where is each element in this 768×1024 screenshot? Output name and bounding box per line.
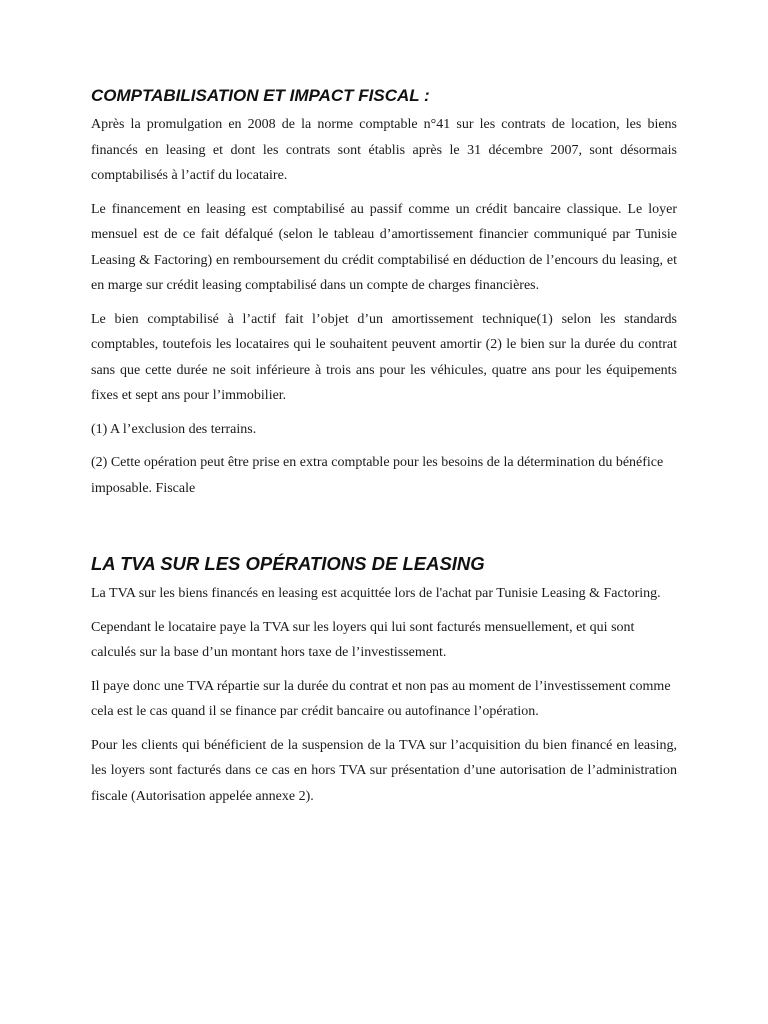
document-body [91, 84, 677, 817]
paragraph-tva-repartie: Il paye donc une TVA répartie sur la durée du contrat et non pas au moment de l’investissement comme cela est le cas quand il se finance par crédit bancaire ou autofinance l’opération. [91, 678, 671, 719]
section-title-comptabilisation: COMPTABILISATION ET IMPACT FISCAL : [91, 86, 430, 105]
paragraph-norme-comptable: Après la promulgation en 2008 de la norme comptable n°41 sur les contrats de location, les biens financés en leasing et dont les contrats sont établis après le 31 décembre 2007, sont désormais comptabilisés à l’actif du locataire. [91, 117, 677, 183]
footnote-1: (1) A l’exclusion des terrains. [91, 421, 257, 437]
paragraph-tva-loyers: Cependant le locataire paye la TVA sur les loyers qui lui sont facturés mensuellement, et qui sont calculés sur la base d’un montant hors taxe de l’investissement. [91, 619, 635, 660]
section-title-tva: LA TVA SUR LES OPÉRATIONS DE LEASING [91, 553, 485, 574]
paragraph-financement-passif: Le financement en leasing est comptabilisé au passif comme un crédit bancaire classique. Le loyer mensuel est de ce fait défalqué (selon le tableau d’amortissement financier communiqué par Tunisie Leasing & Factoring) en remboursement du crédit comptabilisé en déduction de l’encours du leasing, et en marge sur crédit leasing comptabilisé dans un compte de charges financières. [91, 201, 677, 293]
footnote-2: (2) Cette opération peut être prise en extra comptable pour les besoins de la détermination du bénéfice imposable. Fiscale [91, 455, 664, 496]
paragraph-tva-achat: La TVA sur les biens financés en leasing est acquittée lors de l'achat par Tunisie Leasing & Factoring. [91, 586, 661, 601]
paragraph-amortissement: Le bien comptabilisé à l’actif fait l’objet d’un amortissement technique(1) selon les standards comptables, toutefois les locataires qui le souhaitent peuvent amortir (2) le bien sur la durée du contrat sans que cette durée ne soit inférieure à trois ans pour les véhicules, quatre ans pour les équipements fixes et sept ans pour l’immobilier. [91, 311, 677, 403]
paragraph-tva-suspension: Pour les clients qui bénéficient de la suspension de la TVA sur l’acquisition du bien financé en leasing, les loyers sont facturés dans ce cas en hors TVA sur présentation d’une autorisation de l’administration fiscale (Autorisation appelée annexe 2). [91, 737, 677, 804]
